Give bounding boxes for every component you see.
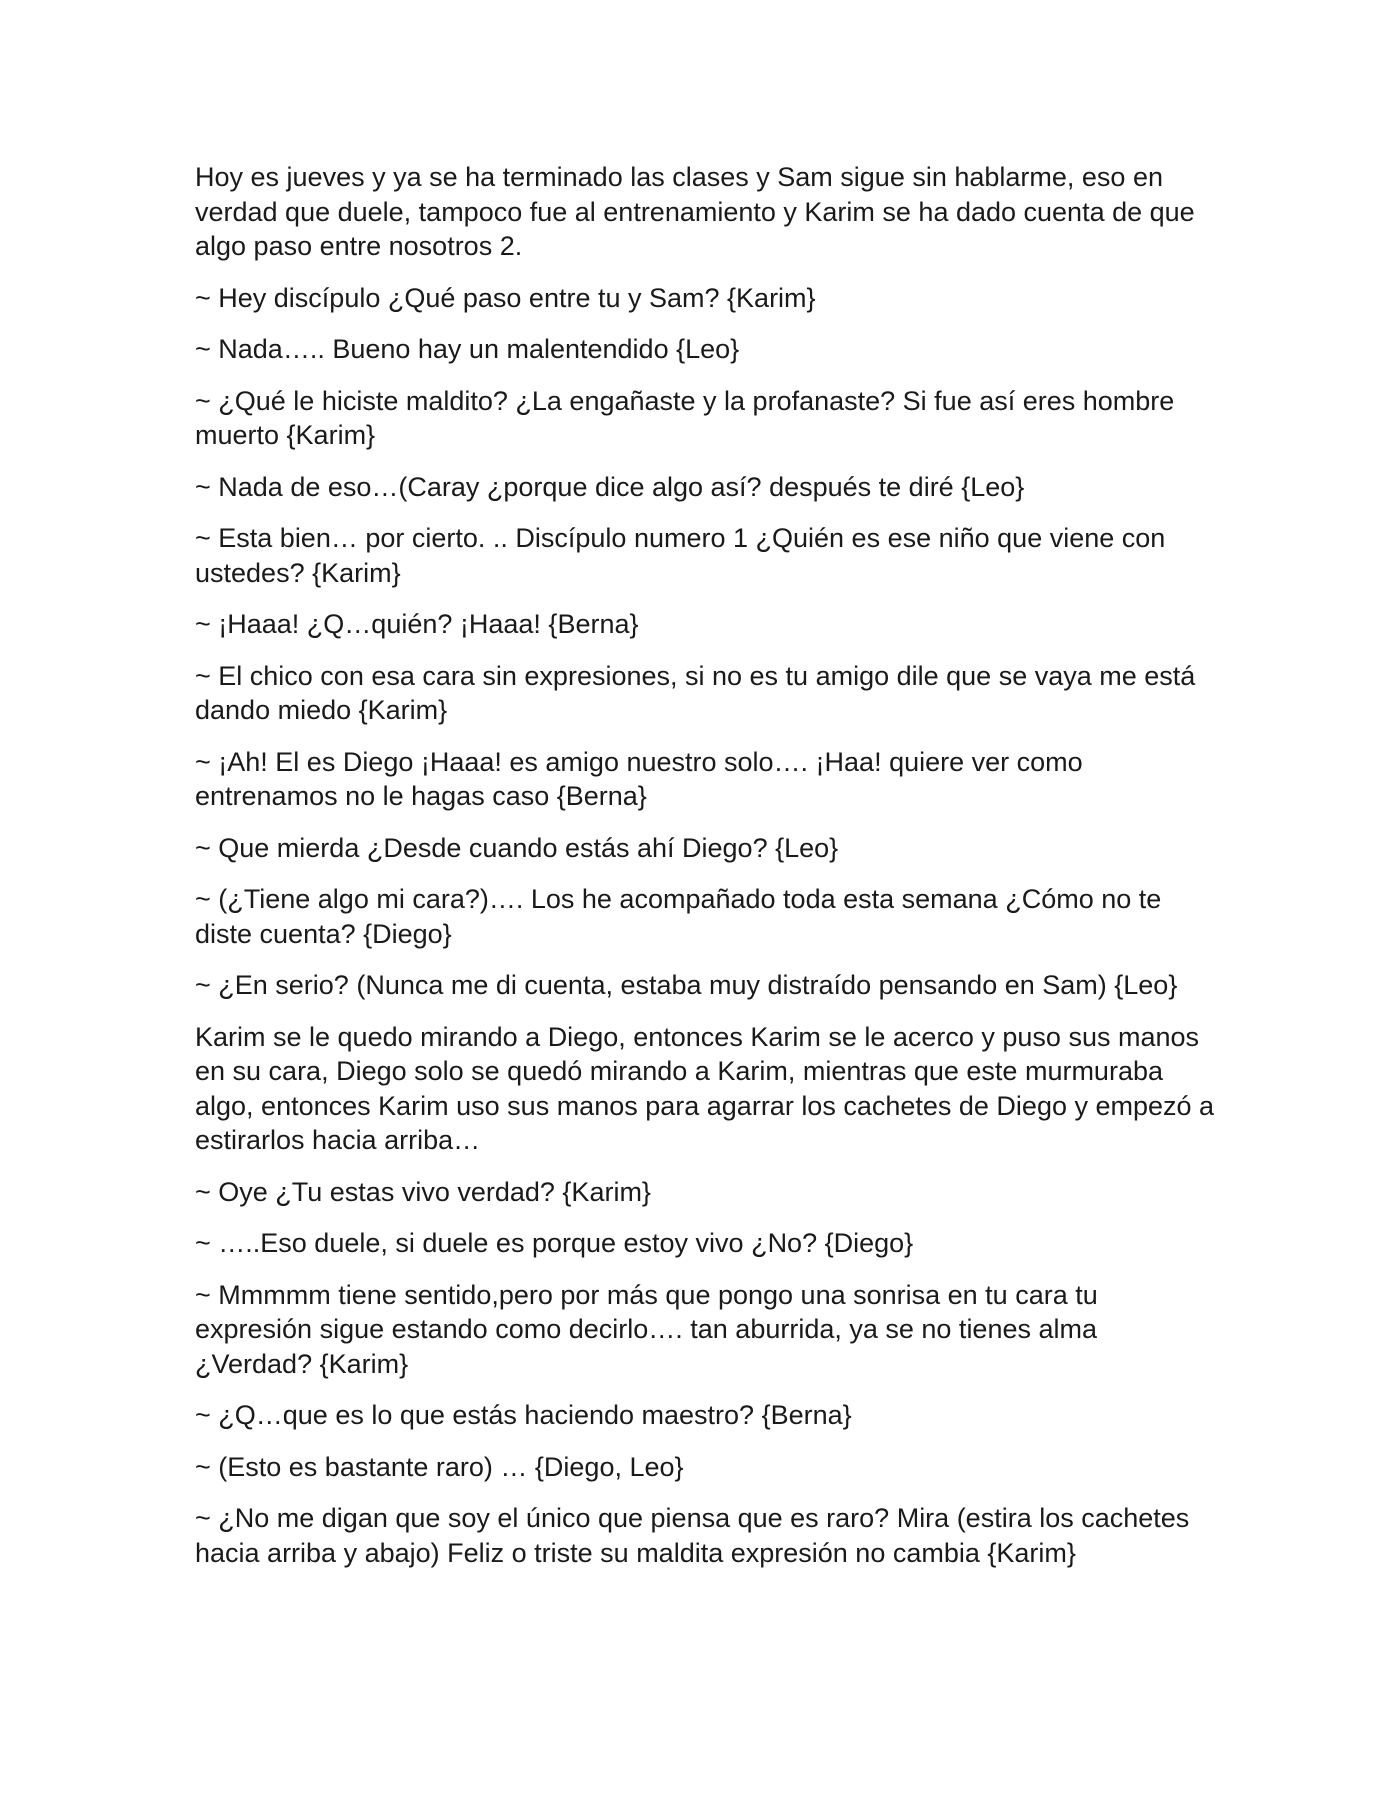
dialogue-line: ~ (¿Tiene algo mi cara?)…. Los he acompañado toda esta semana ¿Cómo no te diste cuenta? {Diego} <box>195 884 1162 949</box>
dialogue-line: ~ ¿Q…que es lo que estás haciendo maestro? {Berna} <box>195 1400 852 1430</box>
dialogue-line: ~ Nada de eso…(Caray ¿porque dice algo así? después te diré {Leo} <box>195 471 1025 502</box>
dialogue-line: ~ Esta bien… por cierto. .. Discípulo numero 1 ¿Quién es ese niño que viene con ustedes? {Karim} <box>195 523 1166 588</box>
dialogue-line: ~ Nada….. Bueno hay un malentendido {Leo} <box>195 334 740 364</box>
dialogue-line: ~ ¿Qué le hiciste maldito? ¿La engañaste y la profanaste? Si fue así eres hombre muerto {Karim} <box>195 385 1175 450</box>
dialogue-line: ~ ¿En serio? (Nunca me di cuenta, estaba muy distraído pensando en Sam) {Leo} <box>195 970 1178 1000</box>
document-body <box>195 160 1215 1587</box>
dialogue-line: ~ Oye ¿Tu estas vivo verdad? {Karim} <box>195 1176 651 1207</box>
dialogue-line: ~ ¡Ah! El es Diego ¡Haaa! es amigo nuestro solo…. ¡Haa! quiere ver como entrenamos no le hagas caso {Berna} <box>195 746 1083 811</box>
dialogue-line: ~ (Esto es bastante raro) … {Diego, Leo} <box>195 1451 684 1482</box>
dialogue-line: ~ …..Eso duele, si duele es porque estoy vivo ¿No? {Diego} <box>195 1228 914 1258</box>
dialogue-line: ~ Mmmmm tiene sentido,pero por más que pongo una sonrisa en tu cara tu expresión sigue estando como decirlo…. tan aburrida, ya se no tienes alma ¿Verdad? {Karim} <box>195 1279 1098 1379</box>
narration-paragraph: Hoy es jueves y ya se ha terminado las clases y Sam sigue sin hablarme, eso en verdad que duele, tampoco fue al entrenamiento y Karim se ha dado cuenta de que algo paso entre nosotros 2. <box>195 162 1195 261</box>
dialogue-line: ~ El chico con esa cara sin expresiones, si no es tu amigo dile que se vaya me está dando miedo {Karim} <box>195 660 1196 725</box>
narration-paragraph: Karim se le quedo mirando a Diego, entonces Karim se le acerco y puso sus manos en su cara, Diego solo se quedó mirando a Karim, mientras que este murmuraba algo, entonces Karim uso sus manos para agarrar los cachetes de Diego y empezó a estirarlos hacia arriba… <box>195 1021 1215 1155</box>
dialogue-line: ~ ¿No me digan que soy el único que piensa que es raro? Mira (estira los cachetes hacia arriba y abajo) Feliz o triste su maldita expresión no cambia {Karim} <box>195 1503 1190 1568</box>
dialogue-line: ~ Hey discípulo ¿Qué paso entre tu y Sam? {Karim} <box>195 282 816 313</box>
dialogue-line: ~ Que mierda ¿Desde cuando estás ahí Diego? {Leo} <box>195 832 839 863</box>
dialogue-line: ~ ¡Haaa! ¿Q…quién? ¡Haaa! {Berna} <box>195 609 639 639</box>
